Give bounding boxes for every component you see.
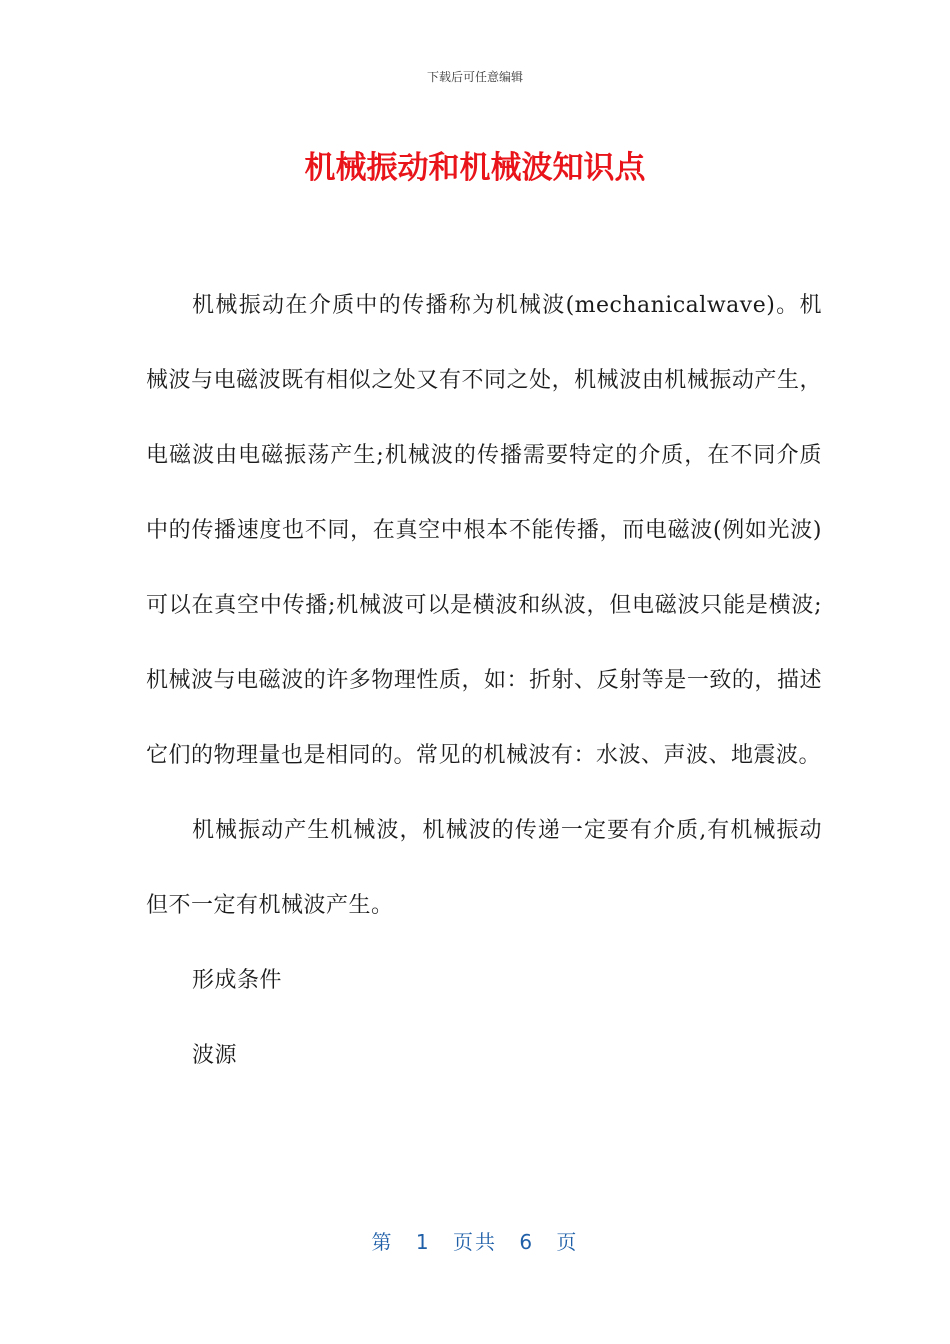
document-title: 机械振动和机械波知识点 [304, 150, 646, 186]
document-body [146, 268, 822, 1093]
paragraph: 机械振动产生机械波，机械波的传递一定要有介质,有机械振动但不一定有机械波产生。 [146, 818, 822, 918]
page-number: 第 1 页共 6 页 [371, 1230, 579, 1254]
header-note: 下载后可任意编辑 [426, 70, 523, 84]
section-heading-formation-conditions: 形成条件 [192, 968, 283, 993]
section-heading-wave-source: 波源 [192, 1043, 238, 1068]
paragraph: 机械振动在介质中的传播称为机械波(mechanicalwave)。机械波与电磁波既有相似之处又有不同之处，机械波由机械振动产生，电磁波由电磁振荡产生;机械波的传播需要特定的介质，在不同介质中的传播速度也不同，在真空中根本不能传播，而电磁波(例如光波)可以在真空中传播;机械波可以是横波和纵波，但电磁波只能是横波;机械波与电磁波的许多物理性质，如：折射、反射等是一致的，描述它们的物理量也是相同的。常见的机械波有：水波、声波、地震波。 [146, 293, 822, 768]
